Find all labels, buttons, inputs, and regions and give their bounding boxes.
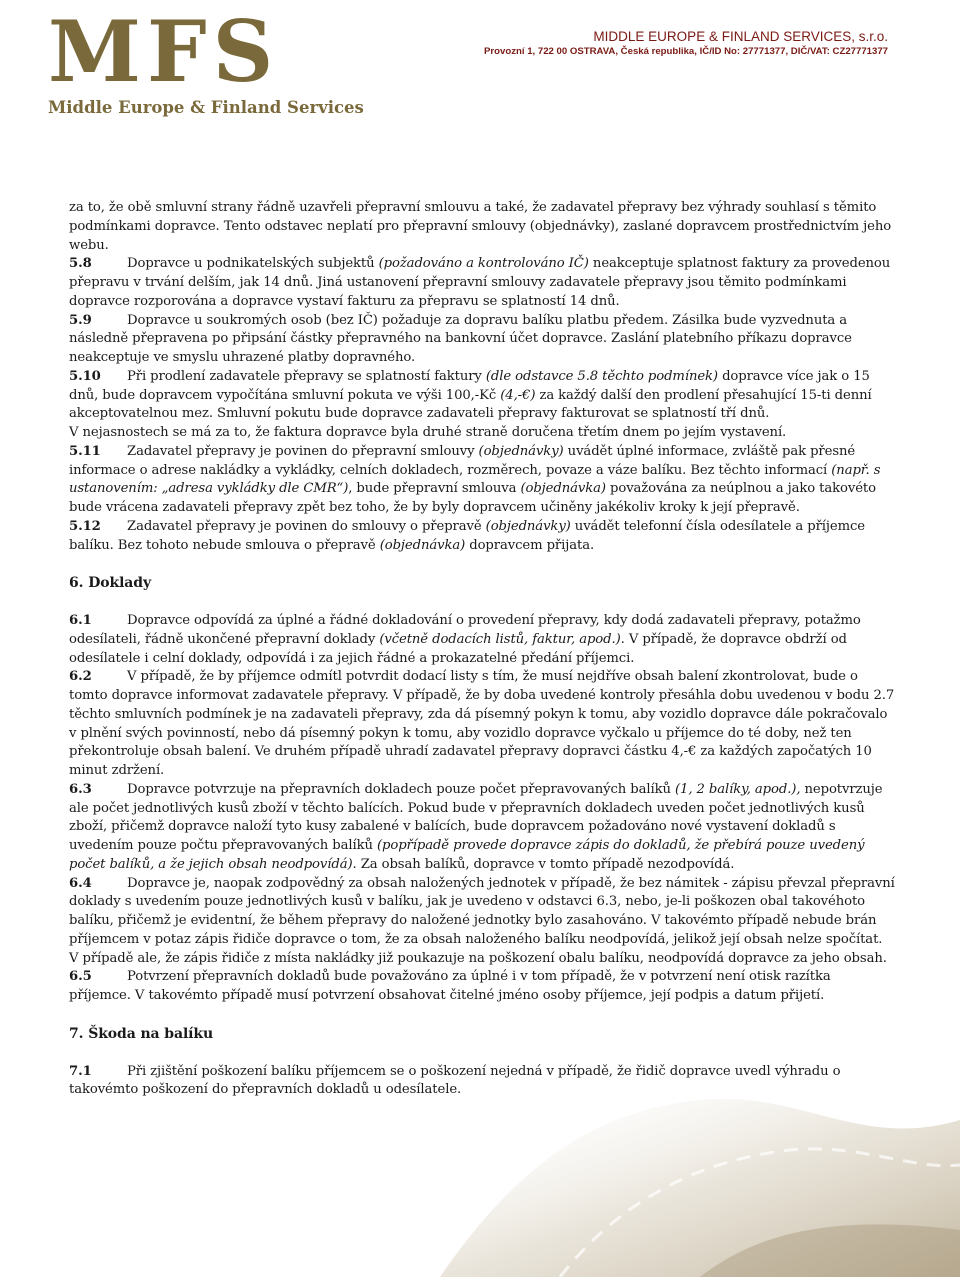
clause-text: Zadavatel přepravy je povinen do smlouvy o přepravě (127, 518, 486, 534)
company-address: Provozní 1, 722 00 OSTRAVA, Česká republika, IČ/ID No: 27771377, DIČ/VAT: CZ27771377 (484, 46, 888, 57)
clause-text: , bude přepravní smlouva (348, 481, 521, 497)
clause-text: považována za neúplnou a jako takovéto bude vrácena zadavateli přepravy zpět bez toho, že by byly dopravcem učiněny jakékoliv kroky k její přepravě. (69, 481, 876, 515)
clause-text-italic: (včetně dodacích listů, faktur, apod.) (379, 631, 621, 647)
clause-text: dopravcem přijata. (465, 537, 595, 553)
logo-tagline: Middle Europe & Finland Services (48, 98, 364, 117)
clause-text: Při zjištění poškození balíku příjemcem se o poškození nejedná v případě, že řidič dopravce uvedl výhradu o takovémto poškození do přepravních dokladů u odesílatele. (69, 1063, 841, 1098)
clause-text: neakceptuje splatnost faktury za provedenou přepravu v trvání delším, jak 14 dnů. Jiná ustanovení přepravní smlouvy zadavatele přepravy jsou těmito podmínkami dopravce rozporována a dopravce vystaví fakturu za přepravu se splatností 14 dnů. (69, 256, 891, 309)
clause-text: Dopravce potvrzuje na přepravních dokladech pouze počet přepravovaných balíků (127, 781, 675, 797)
clause-text: V případě, že by příjemce odmítl potvrdit dodací listy s tím, že musí nejdříve obsah balení zkontrolovat, bude o tomto dopravce informovat zadavatele přepravy. V případě, že by doba uvedené kontroly přesáhla dobu uvedenou v bodu 2.7 těchto smluvních podmínek je na zadavateli přepravy, zda dá písemný pokyn k tomu, aby vozidlo dopravce dále pokračovalo v plnění svých povinností, nebo dá písemný pokyn k tomu, aby vozidlo dopravce vyčkalo u příjemce do té doby, než ten překontroluje obsah balení. Ve druhém případě uhradí zadavatel přepravy dopravci částku 4,-€ za každých započatých 10 minut zdržení. (69, 669, 895, 778)
clause-5-8 (69, 255, 895, 311)
clause-text: Zadavatel přepravy je povinen do přepravní smlouvy (127, 443, 479, 459)
clause-6-5 (69, 968, 895, 1006)
clause-text-italic: (objednávka) (379, 537, 466, 553)
section-heading-7: 7. Škoda na balíku (69, 1025, 214, 1042)
clause-text-italic: (např. s ustanovením: „adresa vykládky dle CMR“) (69, 462, 881, 497)
clause-text-italic: (popřípadě provede dopravce zápis do dokladů, že přebírá pouze uvedený počet balíků, a že jejich obsah neodpovídá) (69, 838, 865, 872)
clause-6-2 (69, 668, 895, 781)
clause-text: Potvrzení přepravních dokladů bude považováno za úplné i v tom případě, že v potvrzení není otisk razítka příjemce. V takovémto případě musí potvrzení obsahovat čitelné jméno osoby příjemce, její podpis a datum přijetí. (69, 969, 831, 1003)
company-logo (40, 2, 364, 127)
clause-5-12 (69, 518, 895, 556)
clause-text: Dopravce je, naopak zodpovědný za obsah naložených jednotek v případě, že bez námitek - zápisu převzal přepravní doklady s uvedením pouze jednotlivých kusů v balíku, jak je uvedeno v odstavci 6.3, nebo, je-li poškozen obal takovéhoto balíku, přičemž je evidentní, že během přepravy do naložené jednotky bylo zasahováno. V takovémto případě nebude brán příjemcem v potaz zápis řidiče dopravce o tom, že za obsah naloženého balíku neodpovídá, jelikož její obsah nelze spočítat. V případě ale, že zápis řidiče z místa nakládky již poukazuje na poškození obalu balíku, neodpovídá dopravce za jeho obsah. (69, 875, 895, 966)
clause-text: Dopravce u soukromých osob (bez IČ) požaduje za dopravu balíku platbu předem. Zásilka bude vyzvednuta a následně přepravena po připsání částky přepravného na bankovní účet dopravce. Zaslání platebního příkazu dopravce neakceptuje ve smyslu uhrazené platby dopravného. (69, 312, 852, 365)
clause-5-9 (69, 312, 895, 368)
clause-5-11 (69, 443, 895, 518)
clause-text-italic: (objednávky) (485, 518, 571, 534)
logo-mark: MFS (48, 2, 280, 101)
clause-text: za každý další den prodlení přesahující 15-ti denní akceptovatelnou mez. Smluvní pokutu bude dopravce zadavateli přepravy fakturovat se splatností tří dnů. (69, 387, 872, 422)
clause-text-italic: (4,-€) (500, 387, 536, 403)
document-body (69, 199, 895, 1100)
clause-5-10-note: V nejasnostech se má za to, že faktura dopravce byla druhé straně doručena třetím dnem po jejím vystavení. (69, 425, 787, 440)
clause-number: 6.4 (69, 875, 92, 891)
paragraph-intro: za to, že obě smluvní strany řádně uzavřeli přepravní smlouvu a také, že zadavatel přepravy bez výhrady souhlasí s těmito podmínkami dopravce. Tento odstavec neplatí pro přepravní smlouvy (objednávky), zaslané dopravcem prostřednictvím jeho webu. (69, 200, 892, 253)
clause-text: nepotvrzuje ale počet jednotlivých kusů zboží v těchto balících. Pokud bude v přepravních dokladech uveden počet jednotlivých kusů zboží, přičemž dopravce naloží tyto kusy zabalené v balících, bude dopravcem požadováno nové vystavení dokladů s uvedením pouze počtu přepravovaných balíků (69, 781, 883, 853)
clause-number: 6.2 (69, 669, 92, 685)
clause-5-10 (69, 368, 895, 424)
section-heading-6: 6. Doklady (69, 575, 151, 592)
clause-text: Dopravce u podnikatelských subjektů (127, 256, 379, 272)
clause-text: Dopravce odpovídá za úplné a řádné dokladování o provedení přepravy, kdy dodá zadavateli přepravy, potažmo odesílateli, řádně ukončené přepravní doklady (69, 613, 861, 647)
clause-text: . V případě, že dopravce obdrží od odesílatele i celní doklady, odpovídá i za jejich řádné a prokazatelné předání příjemci. (69, 631, 847, 666)
clause-6-4 (69, 875, 895, 969)
clause-number: 6.3 (69, 781, 92, 797)
clause-number: 5.10 (69, 368, 101, 384)
clause-number: 5.12 (69, 518, 101, 534)
clause-text: dopravce více jak o 15 dnů, bude dopravcem vypočítána smluvní pokuta ve výši 100,-Kč (69, 368, 870, 403)
clause-7-1 (69, 1063, 895, 1101)
clause-text-italic: (požadováno a kontrolováno IČ) (378, 256, 589, 272)
clause-text-italic: (1, 2 balíky, apod.), (675, 781, 801, 797)
company-info (484, 28, 888, 59)
clause-text: Při prodlení zadavatele přepravy se splatností faktury (127, 368, 486, 384)
clause-number: 6.1 (69, 613, 92, 628)
clause-text: uvádět úplné informace, zvláště pak přesné informace o adrese nakládky a vykládky, celních dokladech, rozměrech, povaze a váze balíku. Bez těchto informací (69, 443, 856, 478)
letterhead (0, 0, 960, 130)
clause-number: 5.11 (69, 443, 101, 459)
clause-text: uvádět telefonní čísla odesílatele a příjemce balíku. Bez tohoto nebude smlouva o přepravě (69, 518, 866, 553)
clause-text-italic: (dle odstavce 5.8 těchto podmínek) (485, 368, 718, 384)
clause-text: . Za obsah balíků, dopravce v tomto případě nezodpovídá. (352, 856, 735, 872)
clause-number: 7.1 (69, 1063, 92, 1079)
clause-6-1 (69, 612, 895, 668)
company-name: MIDDLE EUROPE & FINLAND SERVICES, s.r.o. (593, 29, 888, 44)
clause-6-3 (69, 781, 895, 875)
clause-number: 6.5 (69, 969, 92, 985)
clause-text-italic: (objednávky) (478, 443, 564, 459)
clause-number: 5.8 (69, 256, 92, 272)
clause-text-italic: (objednávka) (520, 481, 606, 497)
clause-number: 5.9 (69, 312, 92, 328)
